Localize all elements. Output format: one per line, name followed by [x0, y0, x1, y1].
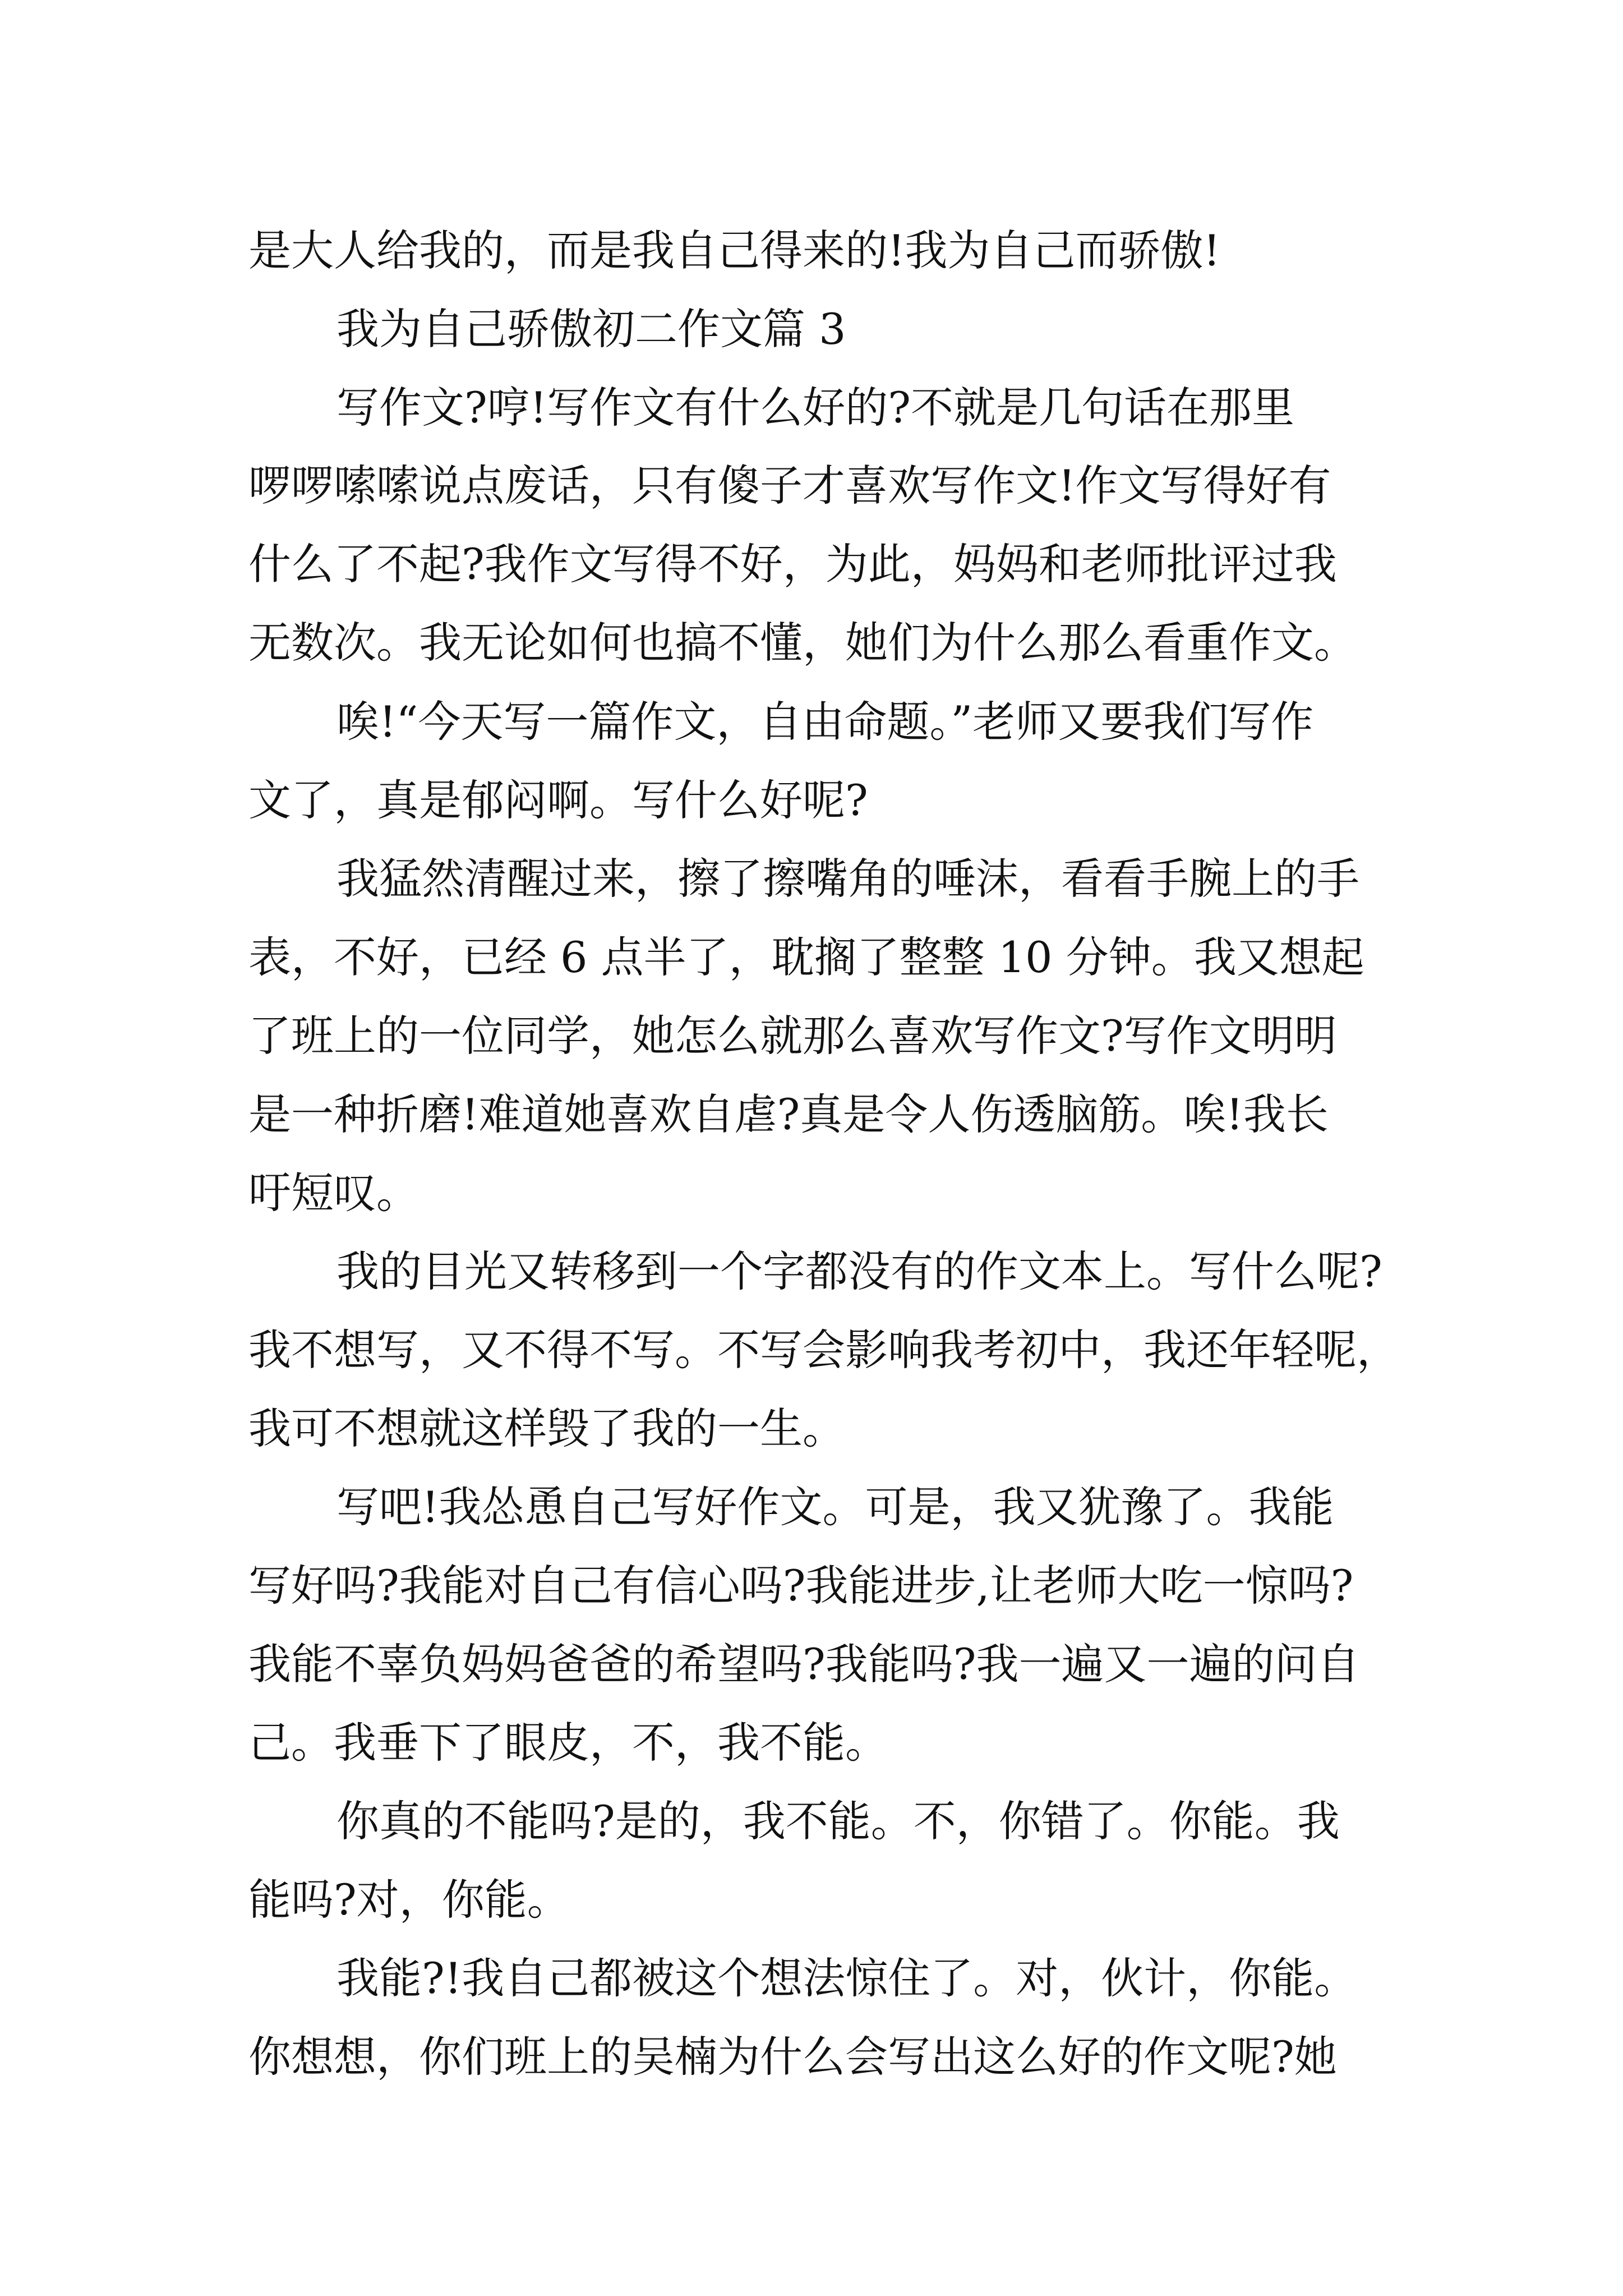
text-line: 是大人给我的，而是我自己得来的!我为自己而骄傲! — [248, 226, 1221, 275]
text-line: 唉!“今天写一篇作文，自由命题。”老师又要我们写作 — [336, 697, 1314, 747]
text-line: 我不想写，又不得不写。不写会影响我考初中，我还年轻呢， — [248, 1325, 1399, 1375]
text-line: 写吧!我怂恿自己写好作文。可是，我又犹豫了。我能 — [336, 1482, 1334, 1532]
text-line: 你真的不能吗?是的，我不能。不，你错了。你能。我 — [336, 1796, 1340, 1846]
text-line: 我可不想就这样毁了我的一生。 — [248, 1404, 845, 1453]
text-line: 己。我垂下了眼皮，不，我不能。 — [248, 1718, 888, 1768]
text-line: 无数次。我无论如何也搞不懂，她们为什么那么看重作文。 — [248, 618, 1357, 668]
text-line: 什么了不起?我作文写得不好，为此，妈妈和老师批评过我 — [248, 539, 1337, 589]
text-line: 我猛然清醒过来，擦了擦嘴角的唾沫，看看手腕上的手 — [336, 854, 1359, 904]
text-line: 表，不好，已经 6 点半了，耽搁了整整 10 分钟。我又想起 — [248, 932, 1364, 982]
section-heading: 我为自己骄傲初二作文篇 3 — [336, 304, 846, 354]
text-line: 了班上的一位同学，她怎么就那么喜欢写作文?写作文明明 — [248, 1011, 1337, 1061]
text-line: 你想想，你们班上的吴楠为什么会写出这么好的作文呢?她 — [248, 2032, 1337, 2082]
text-line: 是一种折磨!难道她喜欢自虐?真是令人伤透脑筋。唉!我长 — [248, 1089, 1329, 1139]
text-line: 我的目光又转移到一个字都没有的作文本上。写什么呢? — [336, 1246, 1382, 1296]
text-line: 啰啰嗦嗦说点废话，只有傻子才喜欢写作文!作文写得好有 — [248, 461, 1331, 510]
text-line: 写好吗?我能对自己有信心吗?我能进步,让老师大吃一惊吗? — [248, 1561, 1354, 1611]
text-line: 吁短叹。 — [248, 1168, 419, 1218]
text-line: 文了，真是郁闷啊。写什么好呢? — [248, 775, 868, 825]
text-line: 我能?!我自己都被这个想法惊住了。对，伙计，你能。 — [336, 1953, 1357, 2003]
text-line: 能吗?对，你能。 — [248, 1875, 570, 1925]
text-line: 写作文?哼!写作文有什么好的?不就是几句话在那里 — [336, 383, 1295, 432]
text-line: 我能不辜负妈妈爸爸的希望吗?我能吗?我一遍又一遍的问自 — [248, 1639, 1360, 1689]
